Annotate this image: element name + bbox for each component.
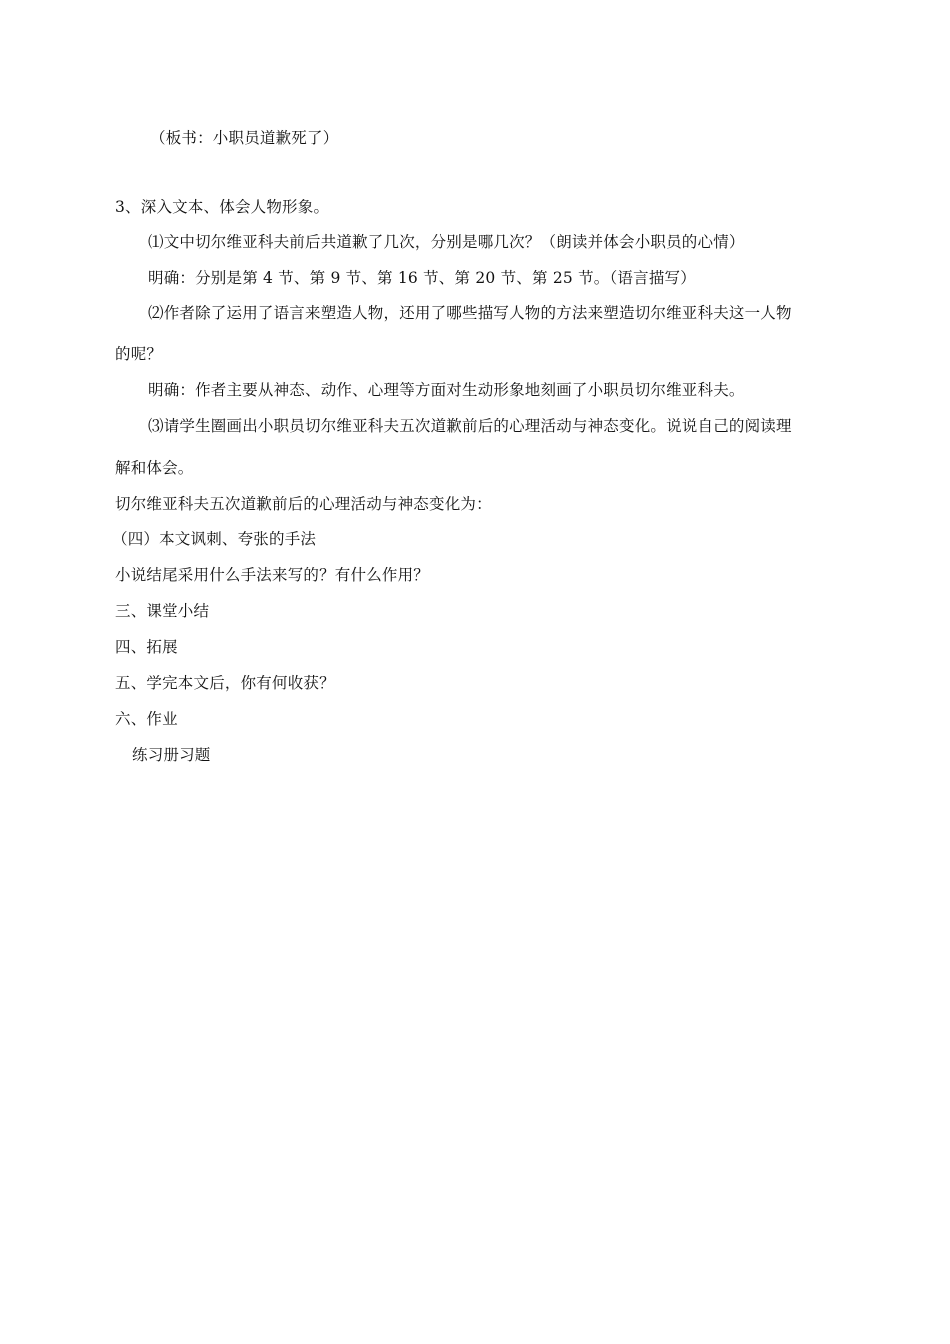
- answer-1: 明确：分别是第 4 节、第 9 节、第 16 节、第 20 节、第 25 节。（语言描写）: [148, 269, 696, 287]
- homework-item: 练习册习题: [132, 746, 211, 764]
- section-homework: 六、作业: [115, 710, 178, 728]
- question-1: ⑴文中切尔维亚科夫前后共道歉了几次，分别是哪几次？（朗读并体会小职员的心情）: [148, 233, 745, 251]
- section-extension: 四、拓展: [115, 638, 178, 656]
- section-gains: 五、学完本文后，你有何收获？: [115, 674, 335, 692]
- section-summary: 三、课堂小结: [115, 602, 210, 620]
- statement-changes: 切尔维亚科夫五次道歉前后的心理活动与神态变化为：: [115, 495, 492, 513]
- question-3-line-1: ⑶请学生圈画出小职员切尔维亚科夫五次道歉前后的心理活动与神态变化。说说自己的阅读理: [148, 417, 792, 435]
- board-note: （板书：小职员道歉死了）: [150, 129, 339, 147]
- question-ending: 小说结尾采用什么手法来写的？有什么作用？: [115, 566, 430, 584]
- question-3-line-2: 解和体会。: [115, 459, 194, 477]
- section-3-heading: 3、深入文本、体会人物形象。: [115, 198, 330, 216]
- question-2-line-2: 的呢？: [115, 345, 163, 363]
- answer-2: 明确：作者主要从神态、动作、心理等方面对生动形象地刻画了小职员切尔维亚科夫。: [148, 381, 745, 399]
- question-2-line-1: ⑵作者除了运用了语言来塑造人物，还用了哪些描写人物的方法来塑造切尔维亚科夫这一人物: [148, 304, 792, 322]
- section-4-heading: （四）本文讽刺、夸张的手法: [112, 530, 317, 548]
